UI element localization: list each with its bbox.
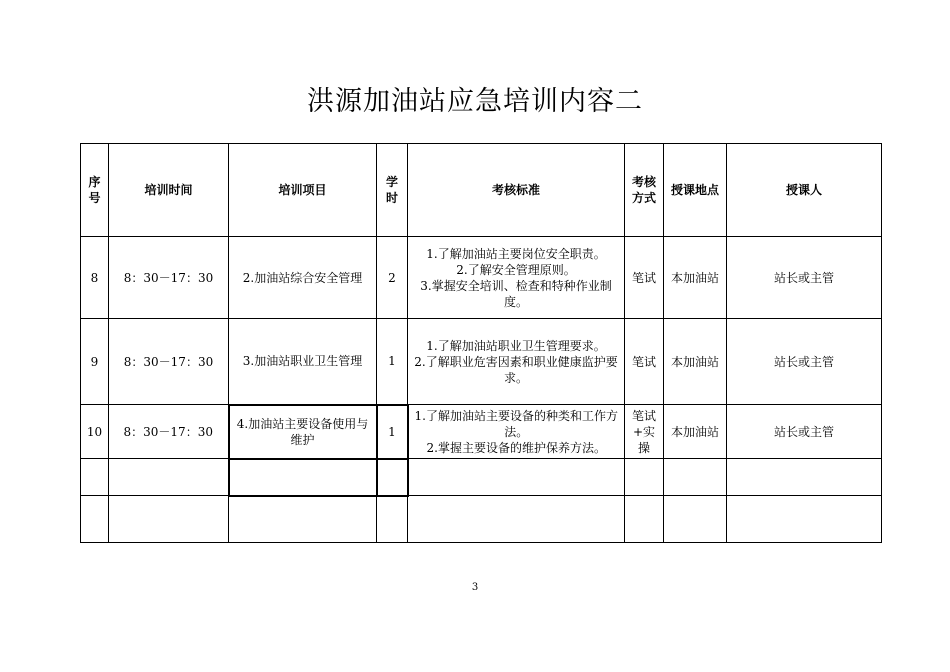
empty-cell (81, 459, 109, 496)
cell-teacher: 站长或主管 (727, 405, 882, 459)
header-row (81, 144, 882, 237)
cell-time: 8：30－17：30 (109, 237, 229, 319)
header-seq (81, 144, 109, 237)
table-row (81, 237, 882, 319)
empty-cell (229, 496, 377, 543)
header-standard-label: 考核标准 (491, 183, 540, 197)
empty-row (81, 496, 882, 543)
document-title: 洪源加油站应急培训内容二 (307, 86, 643, 117)
header-place-label: 授课地点 (670, 183, 719, 197)
empty-cell (408, 459, 625, 496)
cell-item: 2.加油站综合安全管理 (229, 237, 377, 319)
cell-item: 3.加油站职业卫生管理 (229, 319, 377, 405)
standard-line: 2.掌握主要设备的维护保养方法。 (426, 440, 606, 455)
cell-time: 8：30－17：30 (109, 405, 229, 459)
empty-cell (664, 459, 727, 496)
empty-cell (727, 459, 882, 496)
standard-line: 2.了解安全管理原则。 (456, 262, 576, 277)
header-method-label: 考核方式 (631, 175, 656, 205)
header-seq-label: 序号 (88, 175, 101, 205)
empty-cell (109, 496, 229, 543)
empty-cell (727, 496, 882, 543)
header-standard (408, 144, 625, 237)
empty-cell (408, 496, 625, 543)
cell-item: 4.加油站主要设备使用与维护 (229, 405, 377, 459)
header-method (625, 144, 664, 237)
cell-hours: 1 (377, 405, 408, 459)
cell-seq: 10 (81, 405, 109, 459)
empty-cell (625, 496, 664, 543)
cell-method: 笔试+实操 (625, 405, 664, 459)
empty-cell (229, 459, 377, 496)
header-teacher-label: 授课人 (785, 183, 822, 197)
cell-place: 本加油站 (664, 319, 727, 405)
cell-seq: 9 (81, 319, 109, 405)
cell-method: 笔试 (625, 319, 664, 405)
page-number: 3 (471, 582, 479, 593)
empty-cell (625, 459, 664, 496)
header-hours-label: 学时 (385, 175, 398, 205)
empty-cell (109, 459, 229, 496)
cell-method: 笔试 (625, 237, 664, 319)
header-time (109, 144, 229, 237)
cell-hours: 1 (377, 319, 408, 405)
header-item-label: 培训项目 (278, 183, 327, 197)
header-teacher (727, 144, 882, 237)
empty-cell (377, 496, 408, 543)
standard-line: 1.了解加油站职业卫生管理要求。 (426, 338, 606, 353)
table-row (81, 405, 882, 459)
standard-line: 1.了解加油站主要岗位安全职责。 (426, 246, 606, 261)
cell-place: 本加油站 (664, 405, 727, 459)
standard-line: 3.掌握安全培训、检查和特种作业制度。 (420, 278, 612, 309)
cell-standard (408, 405, 625, 459)
empty-cell (664, 496, 727, 543)
header-time-label: 培训时间 (144, 183, 193, 197)
standard-line: 1.了解加油站主要设备的种类和工作方法。 (414, 408, 618, 439)
training-table (80, 143, 882, 543)
empty-cell (377, 459, 408, 496)
cell-hours: 2 (377, 237, 408, 319)
cell-seq: 8 (81, 237, 109, 319)
cell-standard (408, 237, 625, 319)
empty-row (81, 459, 882, 496)
header-hours (377, 144, 408, 237)
cell-standard (408, 319, 625, 405)
header-place (664, 144, 727, 237)
standard-line: 2.了解职业危害因素和职业健康监护要求。 (414, 354, 618, 385)
empty-cell (81, 496, 109, 543)
cell-time: 8：30－17：30 (109, 319, 229, 405)
cell-place: 本加油站 (664, 237, 727, 319)
header-item (229, 144, 377, 237)
table-row (81, 319, 882, 405)
cell-teacher: 站长或主管 (727, 237, 882, 319)
cell-teacher: 站长或主管 (727, 319, 882, 405)
